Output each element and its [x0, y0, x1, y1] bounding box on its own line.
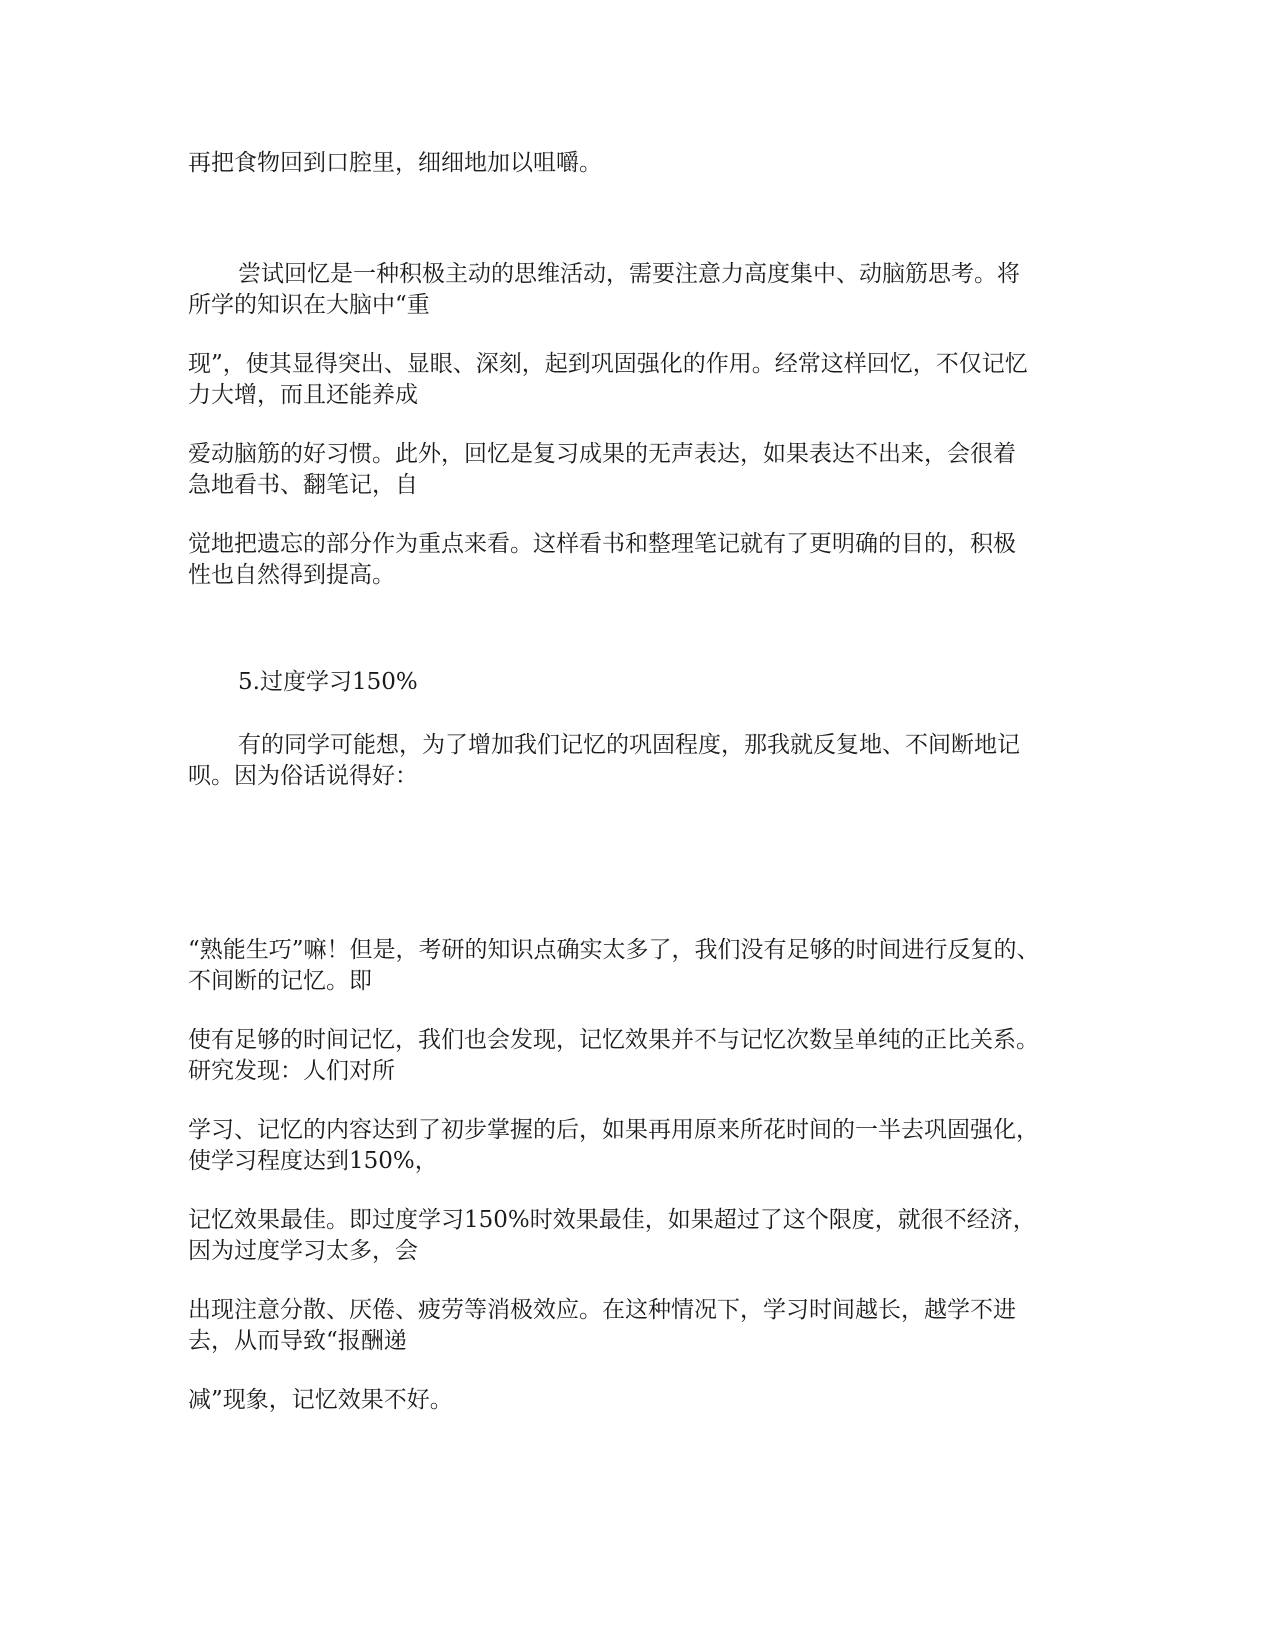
paragraph-line: 觉地把遗忘的部分作为重点来看。这样看书和整理笔记就有了更明确的目的，积极: [188, 531, 1016, 557]
section-heading: [188, 667, 1088, 698]
paragraph-line: 所学的知识在大脑中“重: [188, 292, 430, 318]
paragraph-line: “熟能生巧”嘛！但是，考研的知识点确实太多了，我们没有足够的时间进行反复的、: [188, 937, 1040, 963]
paragraph-line: 呗。因为俗话说得好：: [188, 763, 418, 789]
paragraph-9: [188, 1115, 1088, 1177]
paragraph-1: [188, 148, 1088, 179]
paragraph-11: [188, 1295, 1088, 1357]
paragraph-line: 爱动脑筋的好习惯。此外，回忆是复习成果的无声表达，如果表达不出来，会很着: [188, 441, 1016, 467]
paragraph-line: 5.过度学习150%: [238, 669, 418, 695]
paragraph-2: [188, 259, 1088, 321]
paragraph-12: [188, 1385, 1088, 1416]
paragraph-line: 减”现象，记忆效果不好。: [188, 1387, 453, 1413]
paragraph-line: 再把食物回到口腔里，细细地加以咀嚼。: [188, 150, 602, 176]
paragraph-line: 性也自然得到提高。: [188, 562, 395, 588]
paragraph-line: 去，从而导致“报酬递: [188, 1328, 407, 1354]
paragraph-line: 尝试回忆是一种积极主动的思维活动，需要注意力高度集中、动脑筋思考。将: [238, 261, 1020, 287]
paragraph-4: [188, 439, 1088, 501]
paragraph-line: 现”，使其显得突出、显眼、深刻，起到巩固强化的作用。经常这样回忆，不仅记忆: [188, 351, 1028, 377]
paragraph-5: [188, 529, 1088, 591]
paragraph-line: 使有足够的时间记忆，我们也会发现，记忆效果并不与记忆次数呈单纯的正比关系。: [188, 1027, 1039, 1053]
paragraph-3: [188, 349, 1088, 411]
paragraph-line: 因为过度学习太多，会: [188, 1238, 418, 1264]
paragraph-line: 出现注意分散、厌倦、疲劳等消极效应。在这种情况下，学习时间越长，越学不进: [188, 1297, 1016, 1323]
paragraph-line: 研究发现：人们对所: [188, 1058, 395, 1084]
paragraph-line: 急地看书、翻笔记，自: [188, 472, 418, 498]
paragraph-10: [188, 1205, 1088, 1267]
paragraph-line: 有的同学可能想，为了增加我们记忆的巩固程度，那我就反复地、不间断地记: [238, 732, 1020, 758]
paragraph-line: 力大增，而且还能养成: [188, 382, 418, 408]
paragraph-line: 使学习程度达到150%，: [188, 1148, 438, 1174]
paragraph-line: 记忆效果最佳。即过度学习150%时效果最佳，如果超过了这个限度，就很不经济，: [188, 1207, 1036, 1233]
paragraph-6: [188, 730, 1088, 792]
paragraph-8: [188, 1025, 1088, 1087]
paragraph-line: 学习、记忆的内容达到了初步掌握的后，如果再用原来所花时间的一半去巩固强化，: [188, 1117, 1039, 1143]
paragraph-7: [188, 935, 1088, 997]
paragraph-line: 不间断的记忆。即: [188, 968, 372, 994]
